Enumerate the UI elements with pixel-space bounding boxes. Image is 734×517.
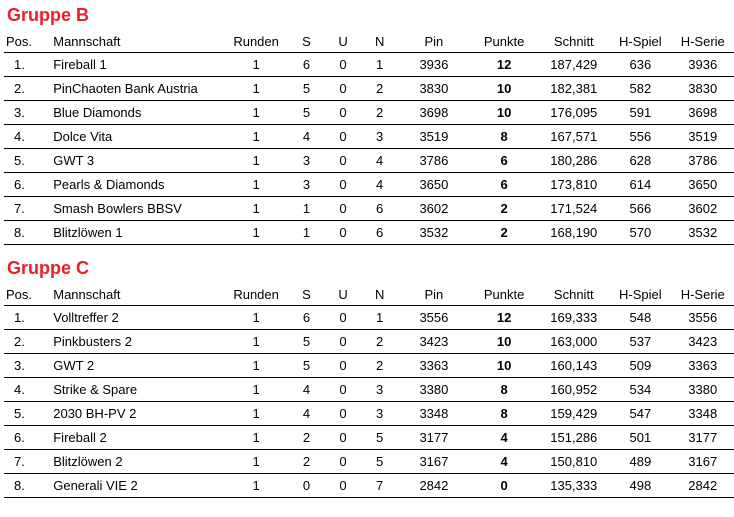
cell-hserie: 3363 <box>672 354 734 378</box>
cell-rounds: 1 <box>224 77 288 101</box>
cell-s: 4 <box>288 378 325 402</box>
table-header-row <box>4 283 734 306</box>
col-header-rounds: Runden <box>233 33 279 49</box>
cell-pin: 3650 <box>398 173 470 197</box>
cell-points: 8 <box>470 378 539 402</box>
cell-rounds: 1 <box>224 354 288 378</box>
cell-rounds: 1 <box>224 450 288 474</box>
table-row <box>4 426 734 450</box>
cell-team: Blue Diamonds <box>47 101 224 125</box>
cell-pos: 1. <box>4 306 47 330</box>
cell-points: 2 <box>470 197 539 221</box>
table-row <box>4 354 734 378</box>
cell-points: 6 <box>470 149 539 173</box>
cell-team: Pearls & Diamonds <box>47 173 224 197</box>
cell-hserie: 3786 <box>672 149 734 173</box>
cell-avg: 167,571 <box>538 125 609 149</box>
cell-n: 1 <box>361 306 398 330</box>
cell-u: 0 <box>325 53 362 77</box>
col-header-pos: Pos. <box>6 286 33 302</box>
cell-pin: 3177 <box>398 426 470 450</box>
cell-hserie: 3698 <box>672 101 734 125</box>
cell-s: 3 <box>288 149 325 173</box>
cell-hspiel: 501 <box>609 426 671 450</box>
col-header-s: S <box>302 33 311 49</box>
cell-avg: 176,095 <box>538 101 609 125</box>
cell-hserie: 3167 <box>672 450 734 474</box>
cell-u: 0 <box>325 173 362 197</box>
cell-n: 3 <box>361 402 398 426</box>
cell-u: 0 <box>325 474 362 498</box>
col-header-pos: Pos. <box>6 33 33 49</box>
cell-s: 5 <box>288 330 325 354</box>
cell-hspiel: 556 <box>609 125 671 149</box>
cell-s: 5 <box>288 101 325 125</box>
cell-hserie: 3348 <box>672 402 734 426</box>
cell-team: Blitzlöwen 2 <box>47 450 224 474</box>
col-header-avg: Schnitt <box>553 286 594 302</box>
cell-team: 2030 BH-PV 2 <box>47 402 224 426</box>
cell-avg: 169,333 <box>538 306 609 330</box>
cell-n: 7 <box>361 474 398 498</box>
cell-hserie: 3423 <box>672 330 734 354</box>
cell-n: 1 <box>361 53 398 77</box>
cell-hserie: 3936 <box>672 53 734 77</box>
table-row <box>4 101 734 125</box>
table-row <box>4 306 734 330</box>
cell-hspiel: 614 <box>609 173 671 197</box>
cell-pin: 3786 <box>398 149 470 173</box>
cell-team: GWT 2 <box>47 354 224 378</box>
cell-avg: 160,952 <box>538 378 609 402</box>
cell-team: Volltreffer 2 <box>47 306 224 330</box>
cell-s: 4 <box>288 402 325 426</box>
cell-s: 2 <box>288 450 325 474</box>
col-header-hspiel: H-Spiel <box>619 286 662 302</box>
cell-team: Generali VIE 2 <box>47 474 224 498</box>
cell-rounds: 1 <box>224 378 288 402</box>
cell-hspiel: 547 <box>609 402 671 426</box>
cell-rounds: 1 <box>224 306 288 330</box>
cell-hserie: 3380 <box>672 378 734 402</box>
group-title: Gruppe B <box>7 5 90 25</box>
cell-hserie: 2842 <box>672 474 734 498</box>
cell-u: 0 <box>325 450 362 474</box>
cell-pos: 1. <box>4 53 47 77</box>
cell-hspiel: 534 <box>609 378 671 402</box>
cell-avg: 180,286 <box>538 149 609 173</box>
cell-hspiel: 537 <box>609 330 671 354</box>
col-header-hspiel: H-Spiel <box>619 33 662 49</box>
cell-rounds: 1 <box>224 125 288 149</box>
cell-pos: 6. <box>4 173 47 197</box>
cell-pos: 6. <box>4 426 47 450</box>
cell-u: 0 <box>325 402 362 426</box>
cell-n: 3 <box>361 378 398 402</box>
cell-hspiel: 591 <box>609 101 671 125</box>
col-header-avg: Schnitt <box>553 33 594 49</box>
cell-hserie: 3556 <box>672 306 734 330</box>
cell-n: 5 <box>361 426 398 450</box>
cell-pos: 7. <box>4 450 47 474</box>
cell-points: 2 <box>470 221 539 245</box>
cell-rounds: 1 <box>224 221 288 245</box>
cell-pin: 3532 <box>398 221 470 245</box>
cell-avg: 159,429 <box>538 402 609 426</box>
cell-avg: 160,143 <box>538 354 609 378</box>
cell-pin: 3936 <box>398 53 470 77</box>
cell-pin: 3167 <box>398 450 470 474</box>
cell-rounds: 1 <box>224 149 288 173</box>
cell-avg: 171,524 <box>538 197 609 221</box>
standings-table <box>4 30 734 245</box>
cell-hspiel: 582 <box>609 77 671 101</box>
cell-u: 0 <box>325 426 362 450</box>
cell-u: 0 <box>325 77 362 101</box>
col-header-hserie: H-Serie <box>680 286 725 302</box>
table-row <box>4 173 734 197</box>
col-header-pin: Pin <box>424 286 444 302</box>
col-header-u: U <box>338 33 348 49</box>
cell-n: 4 <box>361 173 398 197</box>
cell-pin: 3380 <box>398 378 470 402</box>
cell-s: 6 <box>288 306 325 330</box>
cell-team: Dolce Vita <box>47 125 224 149</box>
cell-pos: 3. <box>4 354 47 378</box>
col-header-team: Mannschaft <box>53 286 121 302</box>
col-header-points: Punkte <box>483 33 525 49</box>
cell-points: 10 <box>470 330 539 354</box>
cell-team: Fireball 2 <box>47 426 224 450</box>
cell-rounds: 1 <box>224 330 288 354</box>
cell-pin: 3698 <box>398 101 470 125</box>
table-row <box>4 53 734 77</box>
cell-hspiel: 636 <box>609 53 671 77</box>
table-body <box>4 53 734 245</box>
group-title: Gruppe C <box>7 258 90 278</box>
cell-hserie: 3830 <box>672 77 734 101</box>
cell-team: Fireball 1 <box>47 53 224 77</box>
col-header-hserie: H-Serie <box>680 33 725 49</box>
cell-pin: 3423 <box>398 330 470 354</box>
cell-avg: 151,286 <box>538 426 609 450</box>
cell-avg: 168,190 <box>538 221 609 245</box>
cell-hspiel: 566 <box>609 197 671 221</box>
cell-hserie: 3532 <box>672 221 734 245</box>
cell-u: 0 <box>325 149 362 173</box>
cell-u: 0 <box>325 306 362 330</box>
cell-avg: 182,381 <box>538 77 609 101</box>
cell-s: 1 <box>288 221 325 245</box>
cell-pos: 5. <box>4 402 47 426</box>
table-row <box>4 330 734 354</box>
cell-pos: 4. <box>4 378 47 402</box>
cell-s: 3 <box>288 173 325 197</box>
cell-hserie: 3519 <box>672 125 734 149</box>
cell-u: 0 <box>325 101 362 125</box>
cell-n: 2 <box>361 77 398 101</box>
table-row <box>4 378 734 402</box>
cell-rounds: 1 <box>224 426 288 450</box>
cell-team: Smash Bowlers BBSV <box>47 197 224 221</box>
cell-avg: 163,000 <box>538 330 609 354</box>
cell-pos: 8. <box>4 474 47 498</box>
cell-s: 1 <box>288 197 325 221</box>
cell-pin: 3363 <box>398 354 470 378</box>
cell-n: 2 <box>361 354 398 378</box>
cell-hserie: 3602 <box>672 197 734 221</box>
col-header-u: U <box>338 286 348 302</box>
cell-s: 0 <box>288 474 325 498</box>
cell-hserie: 3650 <box>672 173 734 197</box>
col-header-n: N <box>374 286 385 302</box>
cell-n: 2 <box>361 101 398 125</box>
cell-pos: 4. <box>4 125 47 149</box>
cell-pin: 3348 <box>398 402 470 426</box>
cell-u: 0 <box>325 354 362 378</box>
col-header-n: N <box>374 33 385 49</box>
col-header-team: Mannschaft <box>53 33 121 49</box>
table-row <box>4 474 734 498</box>
cell-n: 2 <box>361 330 398 354</box>
cell-pos: 2. <box>4 77 47 101</box>
cell-rounds: 1 <box>224 474 288 498</box>
cell-s: 5 <box>288 354 325 378</box>
cell-points: 10 <box>470 77 539 101</box>
cell-points: 8 <box>470 402 539 426</box>
col-header-s: S <box>302 286 311 302</box>
cell-u: 0 <box>325 125 362 149</box>
cell-team: PinChaoten Bank Austria <box>47 77 224 101</box>
cell-team: Blitzlöwen 1 <box>47 221 224 245</box>
cell-pos: 7. <box>4 197 47 221</box>
cell-hspiel: 509 <box>609 354 671 378</box>
cell-u: 0 <box>325 221 362 245</box>
col-header-rounds: Runden <box>233 286 279 302</box>
table-header-row <box>4 30 734 53</box>
standings-table <box>4 283 734 498</box>
cell-pos: 5. <box>4 149 47 173</box>
table-row <box>4 149 734 173</box>
cell-points: 10 <box>470 354 539 378</box>
cell-points: 4 <box>470 450 539 474</box>
cell-n: 6 <box>361 197 398 221</box>
cell-rounds: 1 <box>224 173 288 197</box>
table-row <box>4 125 734 149</box>
table-row <box>4 221 734 245</box>
cell-pin: 3556 <box>398 306 470 330</box>
cell-u: 0 <box>325 378 362 402</box>
cell-pin: 3602 <box>398 197 470 221</box>
cell-points: 4 <box>470 426 539 450</box>
col-header-points: Punkte <box>483 286 525 302</box>
table-row <box>4 402 734 426</box>
table-row <box>4 77 734 101</box>
cell-avg: 135,333 <box>538 474 609 498</box>
cell-pos: 3. <box>4 101 47 125</box>
table-row <box>4 450 734 474</box>
cell-points: 12 <box>470 306 539 330</box>
cell-hserie: 3177 <box>672 426 734 450</box>
cell-s: 6 <box>288 53 325 77</box>
cell-pos: 2. <box>4 330 47 354</box>
cell-points: 0 <box>470 474 539 498</box>
cell-pos: 8. <box>4 221 47 245</box>
cell-n: 5 <box>361 450 398 474</box>
cell-hspiel: 489 <box>609 450 671 474</box>
cell-hspiel: 628 <box>609 149 671 173</box>
cell-hspiel: 498 <box>609 474 671 498</box>
table-body <box>4 306 734 498</box>
cell-s: 2 <box>288 426 325 450</box>
cell-s: 4 <box>288 125 325 149</box>
cell-pin: 2842 <box>398 474 470 498</box>
cell-n: 4 <box>361 149 398 173</box>
cell-u: 0 <box>325 330 362 354</box>
cell-rounds: 1 <box>224 101 288 125</box>
cell-avg: 173,810 <box>538 173 609 197</box>
cell-hspiel: 548 <box>609 306 671 330</box>
cell-u: 0 <box>325 197 362 221</box>
cell-points: 12 <box>470 53 539 77</box>
cell-rounds: 1 <box>224 197 288 221</box>
cell-team: GWT 3 <box>47 149 224 173</box>
col-header-pin: Pin <box>424 33 444 49</box>
cell-pin: 3830 <box>398 77 470 101</box>
cell-points: 6 <box>470 173 539 197</box>
cell-hspiel: 570 <box>609 221 671 245</box>
cell-team: Strike & Spare <box>47 378 224 402</box>
cell-rounds: 1 <box>224 53 288 77</box>
cell-rounds: 1 <box>224 402 288 426</box>
cell-n: 6 <box>361 221 398 245</box>
cell-pin: 3519 <box>398 125 470 149</box>
cell-n: 3 <box>361 125 398 149</box>
cell-team: Pinkbusters 2 <box>47 330 224 354</box>
cell-points: 8 <box>470 125 539 149</box>
cell-points: 10 <box>470 101 539 125</box>
cell-avg: 187,429 <box>538 53 609 77</box>
cell-avg: 150,810 <box>538 450 609 474</box>
table-row <box>4 197 734 221</box>
cell-s: 5 <box>288 77 325 101</box>
